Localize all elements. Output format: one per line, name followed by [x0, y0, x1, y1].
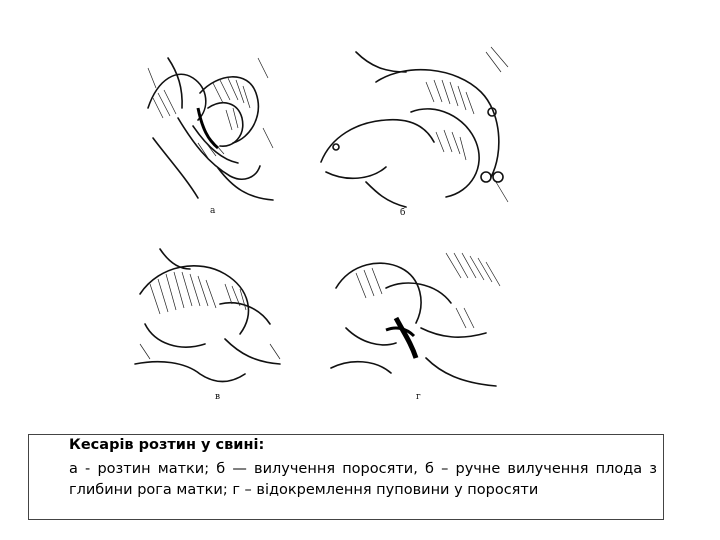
- figure-caption: [28, 434, 664, 520]
- caption-body: а - розтин матки; б — вилучення поросяти, б – ручне вилучення плода з глибини рога матки; г – відокремлення пуповини у поросяти: [69, 461, 657, 498]
- surgery-drawing-c: [130, 244, 290, 394]
- illustration-panel-b: [316, 42, 512, 212]
- panel-label-c: в: [215, 392, 221, 402]
- surgery-drawing-b: [316, 42, 512, 212]
- panel-label-d: г: [416, 392, 421, 402]
- panel-label-b: б: [400, 208, 406, 218]
- illustration-panel-d: [326, 248, 506, 394]
- surgery-drawing-d: [326, 248, 506, 394]
- illustration-panel-a: [138, 48, 278, 206]
- caption-title: Кесарів розтин у свині:: [69, 437, 265, 453]
- illustration-panel-c: [130, 244, 290, 394]
- surgery-drawing-a: [138, 48, 278, 206]
- panel-label-a: а: [210, 206, 216, 216]
